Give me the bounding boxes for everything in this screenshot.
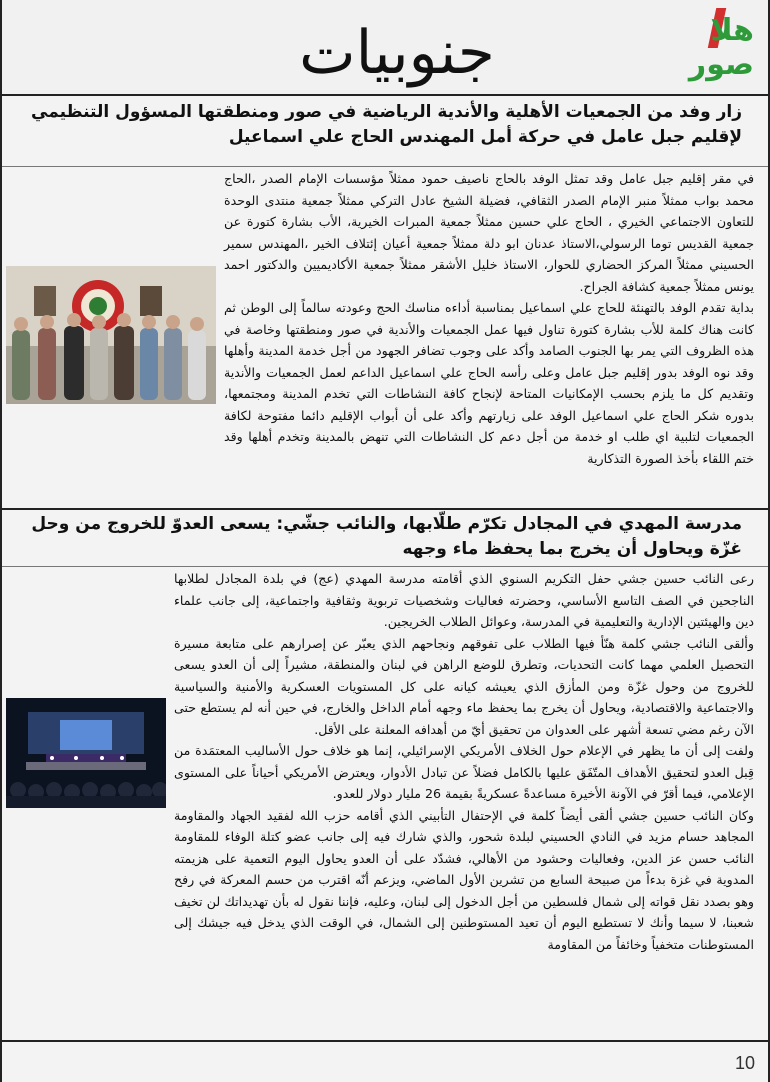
article-2-paragraph: رعى النائب حسين جشي حفل التكريم السنوي الذي أقامته مدرسة المهدي (عج) في بلدة المجادل لطلابها الناجحين في الصف التاسع الأساسي، وحضرته فعاليات وشخصيات تربوية وثقافية واجتماعية، إلى جانب علماء دين والهيئتين الإدارية والتعليمية في المدرسة، وعوائل الطلاب الخريجين. [174,571,754,629]
masthead [2,0,768,94]
article-2-paragraph: وكان النائب حسين جشي ألقى أيضاً كلمة في الإحتفال التأبيني الذي أقامه حزب الله لفقيد الجهاد والمقاومة المجاهد حسام مزيد في النادي الحسيني لبلدة شحور، والذي شارك فيه إلى جانب عضو كتلة الوفاء للمقاومة النائب حسن عز الدين، وفعاليات وحشود من الأهالي، فشدّد على أن العدو يحاول اليوم التعمية على هزيمته المدوية في غزة بدءاً من صبيحة السابع من تشرين الأول الماضي، ويزعم أنّه اقترب من حسم المعركة في رفح وهو بصدد نقل قواته إلى شمال فلسطين من أجل الدخول إلى لبنان، وعليه، فإننا نقول له بأن تهديداتك لن تخيف شعبنا، لا سيما وأنك لا تستطيع اليوم أن تعيد المستوطنين إلى الشمال، في الوقت الذي يدخل فيه جيشك إلى المستوطنات متخفياً وخائفاً من المقاومة [174,807,754,952]
ceremony-photo-image [6,698,166,808]
page-number: 10 [735,1053,756,1073]
article-2-paragraph: ولفت إلى أن ما يظهر في الإعلام حول الخلاف الأمريكي الإسرائيلي، إنما هو خلاف حول الأساليب المعتمَدة من قِبل العدو لتحقيق الأهداف المتّفَق عليها بالكامل فضلاً عن تبادل الأدوار، ويعترض الأمريكي أحياناً على المستوى الإعلامي، فيما أقرّ في الآونة الأخيرة مساعدةً عسكريةً بقيمة 26 مليار دولار للعدو. [174,743,754,801]
divider [2,566,768,567]
article-1-photo [6,266,216,404]
article-2-body [174,568,754,955]
divider [2,508,768,510]
article-2-photo [6,698,166,808]
article-2-headline: مدرسة المهدي في المجادل تكرّم طلّابها، والنائب جشّي: يسعى العدوّ للخروج من وحل غزّة ويحاول أن يخرج بما يحفظ ماء وجهه [31,514,742,559]
publication-logo [648,8,754,82]
article-1-body [224,168,754,469]
divider [2,94,768,96]
article-1-paragraph: بداية تقدم الوفد بالتهنئة للحاج علي اسماعيل بمناسبة أداءه مناسك الحج وعودته سالماً إلى الوطن ثم كانت هناك كلمة للأب بشارة كتورة تناول فيها عمل الجمعيات والأندية في صور ومنطقتها وخاصة في هذه الظروف التي يمر بها الجنوب الصامد وأكد على وجوب تضافر الجهود من أجل خدمة المدينة وأهلها وقد نوه الوفد بدور إقليم جبل عامل وعلى رأسه الحاج علي اسماعيل الداعم لعمل الجمعيات والأندية وتقديم كل ما يلزم بحسب الإمكانيات المتاحة لإنجاح كافة النشاطات التي تخدم المدينة ومجتمعها، بدوره شكر الحاج علي اسماعيل الوفد على زيارتهم وأكد على أن أبواب الإقليم دائما مفتوحة لكافة الجمعيات لتلبية اي طلب او خدمة من أجل دعم كل النشاطات التي تنهض بالمدينة وتخدم أهلها وقد ختم اللقاء بأخذ الصورة التذكارية [224,300,754,466]
logo-text: هلا صور [688,13,754,82]
divider [2,166,768,167]
article-2-paragraph: وألقى النائب جشي كلمة هنّأ فيها الطلاب على تفوقهم ونجاحهم الذي يعبّر عن إصرارهم على متابعة مسيرة التحصيل العلمي مهما كانت التحديات، وتطرق للوضع الراهن في لبنان والمنطقة، مشيراً إلى أن العدو يسعى للخروج من وحول غزّة ومن المأزق الذي يعيشه كيانه على كل المستويات العسكرية والأمنية والسياسية والاجتماعية والاقتصادية، ويحاول أن يخرج بما يحفظ ماء وجهه أمام الداخل والخارج، في حين أنه لم يستطع حتى الآن رغم مضي تسعة أشهر على العدوان من تحقيق أيّ من أهدافه المعلنة على الأقل. [174,635,754,737]
group-photo-image [6,266,216,404]
article-1-headline: زار وفد من الجمعيات الأهلية والأندية الرياضية في صور ومنطقتها المسؤول التنظيمي لإقليم جبل عامل في حركة أمل المهندس الحاج علي اسماعيل [31,102,742,147]
divider [2,1040,768,1042]
section-title: جنوبيات [299,18,495,88]
article-1-paragraph: في مقر إقليم جبل عامل وقد تمثل الوفد بالحاج ناصيف حمود ممثلاً مؤسسات الإمام الصدر ،الحاج محمد بواب ممثلاً منبر الإمام الصدر الثقافي، فضيلة الشيخ عادل التركي ممثلاً جمعية منتدى الوحدة للتعاون الاجتماعي الخيري ، الحاج علي حسين ممثلاً جمعية المبرات الخيرية، الأب بشارة كتورة عن جمعية القديس توما الرسولي،الاستاذ عدنان ابو دلة ممثلاً جمعية أعيان إئتلاف الخير ،المهندس سمير الحسيني ممثلاً المركز الحضاري للحوار، الاستاذ خليل الأشقر ممثلاً جمعية الأكاديميين والدكتور احمد يونس ممثلاً جمعية كشافة الجراح. [224,171,754,294]
